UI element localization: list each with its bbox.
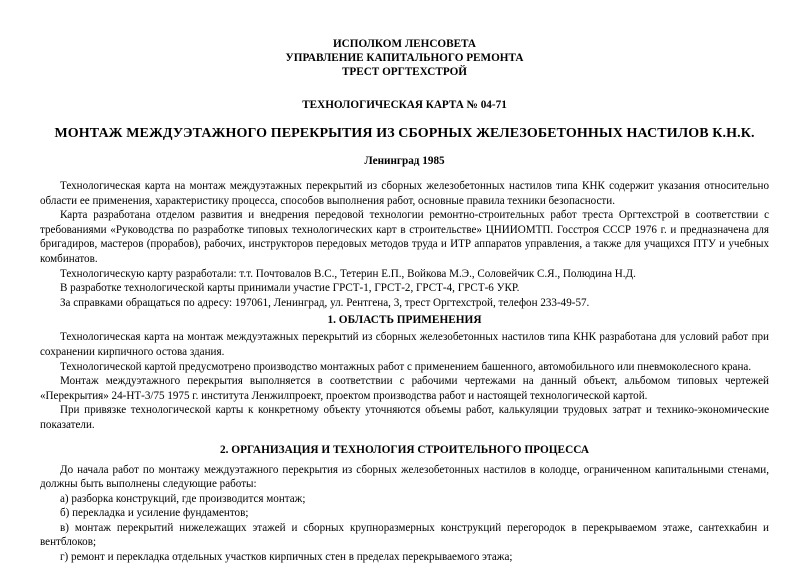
section-title: 1. ОБЛАСТЬ ПРИМЕНЕНИЯ [327, 314, 482, 327]
header-line-department: УПРАВЛЕНИЕ КАПИТАЛЬНОГО РЕМОНТА [285, 52, 524, 64]
list-item: а) разборка конструкций, где производится монтаж; [60, 492, 306, 505]
header-line-executive-committee: ИСПОЛКОМ ЛЕНСОВЕТА [332, 38, 477, 50]
section-paragraph: Технологической картой предусмотрено производство монтажных работ с применением башенного, автомобильного или пневмоколесного крана. [60, 360, 752, 373]
section-paragraph: При привязке технологической карты к конкретному объекту уточняются объемы работ, калькуляции трудовых затрат и технико-экономические показатели. [40, 404, 769, 431]
intro-paragraph: Карта разработана отделом развития и внедрения передовой технологии ремонтно-строительных работ треста Оргтехстрой в соответствии с требованиями «Руководства по разработке типовых технологических карт в строительстве» ЦНИИОМТП. Госстроя СССР 1976 г. и предназначена для бригадиров, мастеров (прорабов), рабочих, инструкторов передовых методов труда и ИТР аппаратов управления, а также для учащихся ПТУ и учебных комбинатов. [40, 209, 769, 265]
intro-paragraph: Технологическая карта на монтаж междуэтажных перекрытий из сборных железобетонных настилов типа КНК содержит указания относительно области ее применения, характеристику процесса, способов выполнения работ, основные правила техники безопасности. [40, 180, 769, 207]
section-paragraph: До начала работ по монтажу междуэтажного перекрытия из сборных железобетонных настилов в колодце, ограниченном капитальными стенами, должны быть выполнены следующие работы: [40, 463, 769, 491]
list-item: г) ремонт и перекладка отдельных участков кирпичных стен в пределах перекрываемого этажа; [60, 551, 513, 564]
intro-paragraph: Технологическую карту разработали: т.т. Почтовалов В.С., Тетерин Е.П., Войкова М.Э., Соловейчик С.Я., Полюдина Н.Д. [60, 267, 636, 280]
intro-section [40, 179, 769, 310]
list-item: б) перекладка и усиление фундаментов; [60, 507, 249, 520]
organization-header [40, 0, 769, 79]
intro-paragraph: В разработке технологической карты принимали участие ГРСТ-1, ГРСТ-2, ГРСТ-4, ГРСТ-6 УКР. [60, 282, 520, 295]
card-number: ТЕХНОЛОГИЧЕСКАЯ КАРТА № 04-71 [302, 99, 507, 111]
place-year: Ленинград 1985 [364, 155, 445, 167]
document-title: МОНТАЖ МЕЖДУЭТАЖНОГО ПЕРЕКРЫТИЯ ИЗ СБОРНЫХ ЖЕЛЕЗОБЕТОННЫХ НАСТИЛОВ К.Н.К. [54, 126, 755, 141]
section-organization-technology [40, 443, 769, 565]
intro-paragraph: За справками обращаться по адресу: 197061, Ленинград, ул. Рентгена, 3, трест Оргтехстрой, телефон 233-49-57. [60, 296, 590, 309]
section-title: 2. ОРГАНИЗАЦИЯ И ТЕХНОЛОГИЯ СТРОИТЕЛЬНОГО ПРОЦЕССА [219, 443, 589, 456]
section-paragraph: Технологическая карта на монтаж междуэтажных перекрытий из сборных железобетонных настилов типа КНК разработана для условий работ при сохранении кирпичного остова здания. [40, 331, 769, 358]
header-line-trust: ТРЕСТ ОРГТЕХСТРОЙ [341, 66, 468, 78]
section-paragraph: Монтаж междуэтажного перекрытия выполняется в соответствии с рабочими чертежами на данный объект, альбомом типовых чертежей «Перекрытия» 24-НТ-3/75 1975 г. института Ленжилпроект, проектом производства работ и настоящей технологической картой. [40, 375, 769, 402]
section-application-scope [40, 313, 769, 432]
list-item: в) монтаж перекрытий нижележащих этажей и сборных крупноразмерных конструкций перегородок в перекрываемом этаже, сантехкабин и вентблоков; [40, 521, 769, 549]
